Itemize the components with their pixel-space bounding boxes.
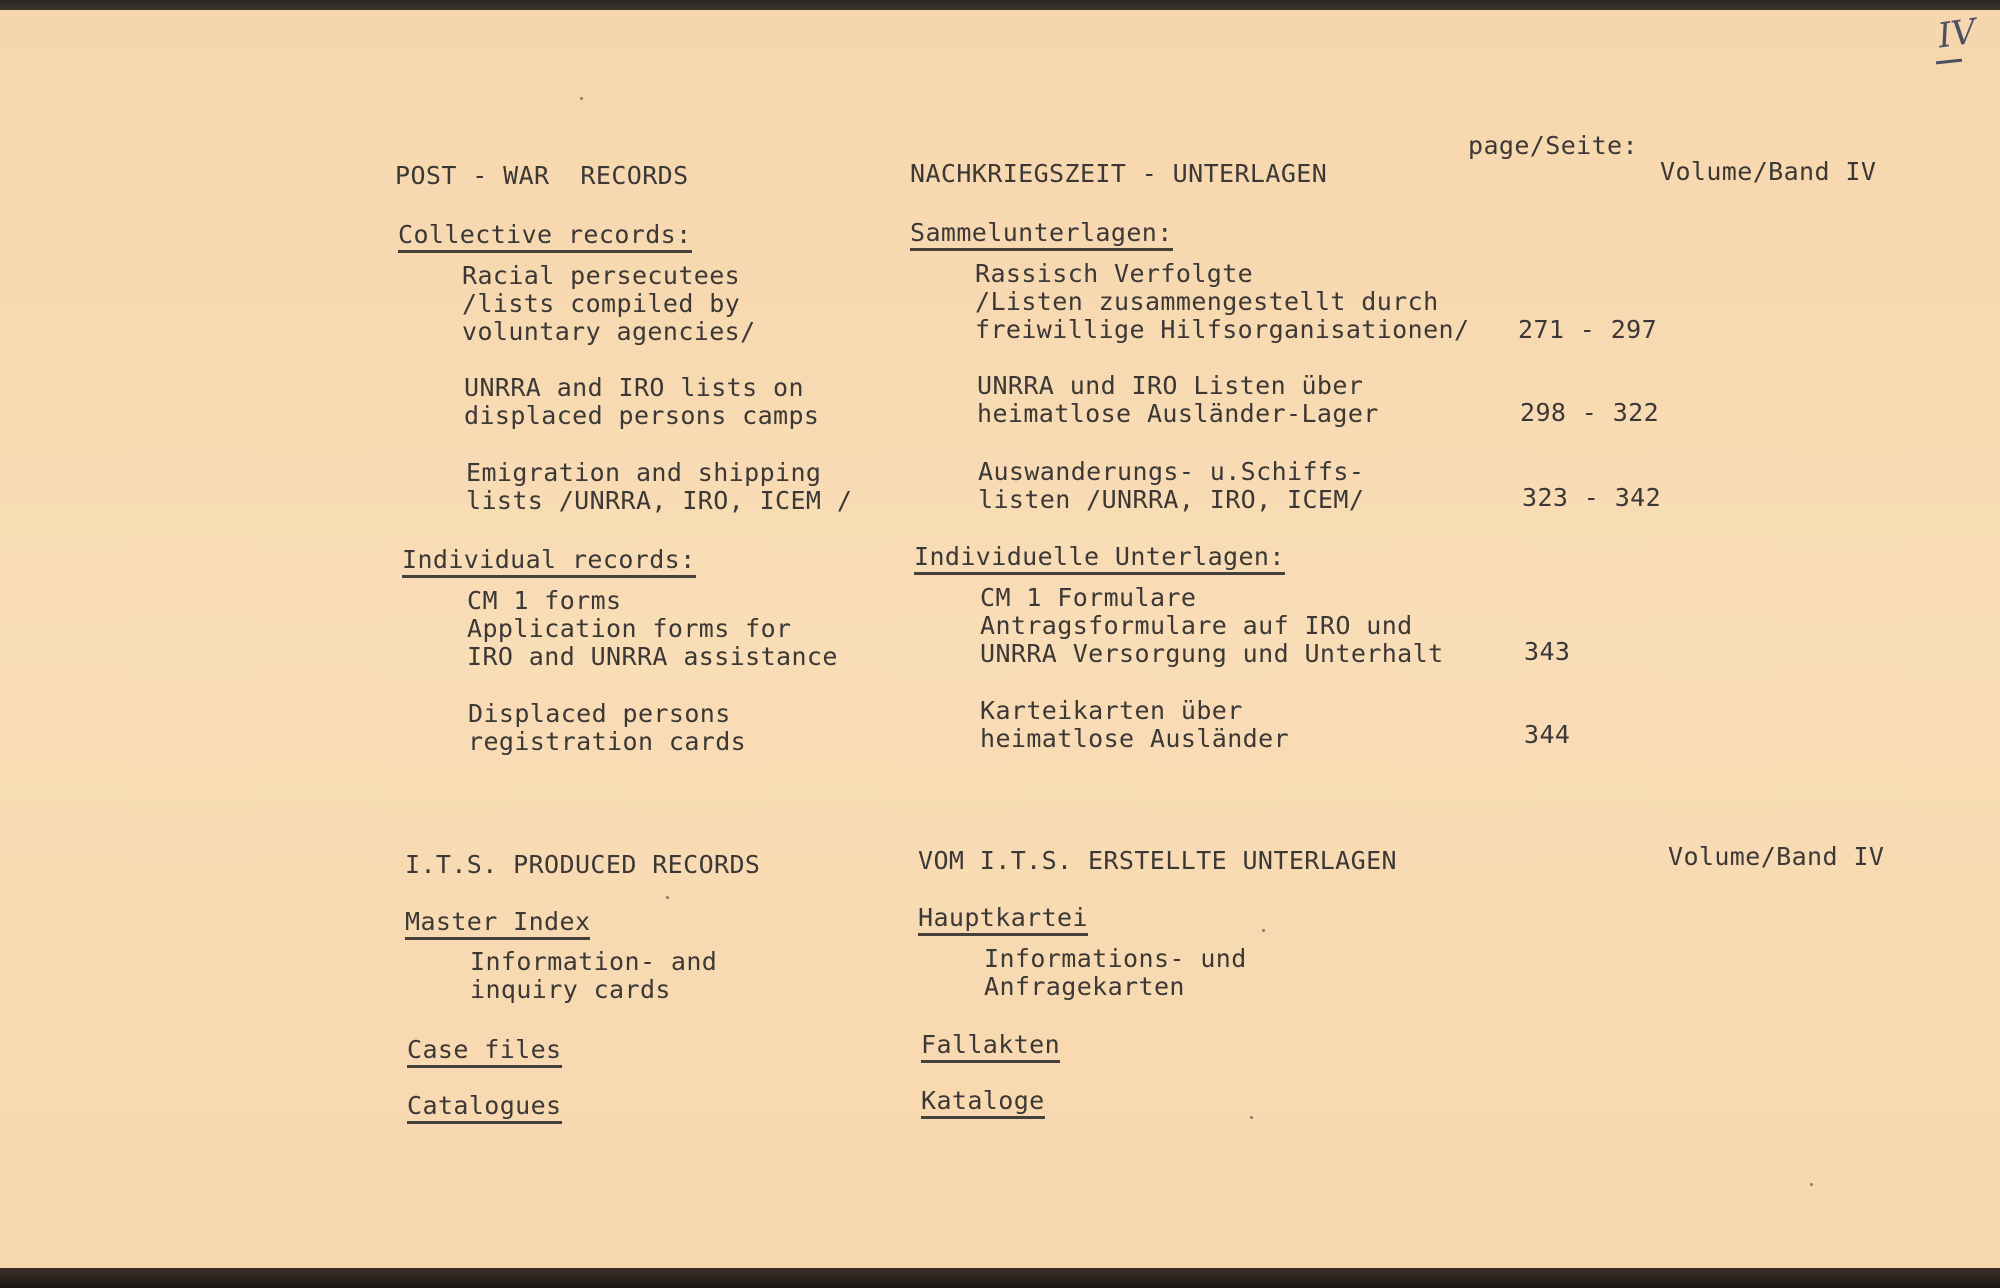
entry-en-line: Racial persecutees [462, 261, 741, 290]
collective-heading-en: Collective records: [398, 221, 692, 253]
entry-en-line: inquiry cards [470, 975, 671, 1004]
collective-heading-de: Sammelunterlagen: [910, 219, 1173, 251]
case-files-heading-en: Case files [407, 1036, 562, 1068]
master-index-heading-en: Master Index [405, 908, 590, 940]
entry-en-line: Displaced persons [468, 699, 731, 728]
case-files-heading-de: Fallakten [921, 1031, 1060, 1063]
entry-en-line: voluntary agencies/ [462, 317, 756, 346]
paper-speck [666, 896, 669, 899]
entry-de-line: Karteikarten über [980, 696, 1243, 725]
paper-speck [580, 97, 583, 100]
handwritten-volume-mark: IV [1935, 11, 1979, 57]
entry-de-line: listen /UNRRA, IRO, ICEM/ [978, 485, 1365, 514]
page-label: page/Seite: [1468, 131, 1638, 160]
entry-en-line: /lists compiled by [462, 289, 741, 318]
entry-de-line: Rassisch Verfolgte [975, 259, 1254, 288]
entry-en-line: IRO and UNRRA assistance [467, 642, 838, 671]
its-title-en: I.T.S. PRODUCED RECORDS [405, 850, 761, 879]
entry-en-line: UNRRA and IRO lists on [464, 373, 804, 402]
entry-en-line: displaced persons camps [464, 401, 820, 430]
scan-top-edge [0, 0, 2000, 10]
entry-de-line: Anfragekarten [984, 972, 1185, 1001]
entry-de-line: Auswanderungs- u.Schiffs- [978, 457, 1365, 486]
page-number: 344 [1524, 720, 1571, 749]
entry-en-line: lists /UNRRA, IRO, ICEM / [466, 486, 853, 515]
entry-de-line: heimatlose Ausländer-Lager [977, 399, 1379, 428]
entry-en-line: Emigration and shipping [466, 458, 822, 487]
entry-de-line: freiwillige Hilfsorganisationen/ [975, 315, 1470, 344]
page-range: 271 - 297 [1518, 315, 1658, 344]
individual-heading-en: Individual records: [402, 546, 696, 578]
entry-de-line: /Listen zusammengestellt durch [975, 287, 1439, 316]
entry-de-line: Informations- und [984, 944, 1247, 973]
catalogues-heading-de: Kataloge [921, 1087, 1045, 1119]
volume-label: Volume/Band IV [1660, 157, 1877, 186]
entry-de-line: CM 1 Formulare [980, 583, 1197, 612]
entry-en-line: registration cards [468, 727, 747, 756]
entry-de-line: Antragsformulare auf IRO und [980, 611, 1413, 640]
its-title-de: VOM I.T.S. ERSTELLTE UNTERLAGEN [918, 846, 1397, 875]
page-range: 323 - 342 [1522, 483, 1662, 512]
entry-de-line: heimatlose Ausländer [980, 724, 1290, 753]
entry-en-line: CM 1 forms [467, 586, 622, 615]
entry-de-line: UNRRA und IRO Listen über [977, 371, 1364, 400]
entry-en-line: Information- and [470, 947, 718, 976]
entry-de-line: UNRRA Versorgung und Unterhalt [980, 639, 1444, 668]
entry-en-line: Application forms for [467, 614, 792, 643]
handwritten-underline [1936, 59, 1962, 65]
section-title-de: NACHKRIEGSZEIT - UNTERLAGEN [910, 159, 1328, 188]
paper-speck [1810, 1183, 1813, 1186]
page-number: 343 [1524, 637, 1571, 666]
volume-label: Volume/Band IV [1668, 842, 1885, 871]
individual-heading-de: Individuelle Unterlagen: [914, 543, 1285, 575]
catalogues-heading-en: Catalogues [407, 1092, 562, 1124]
page-range: 298 - 322 [1520, 398, 1660, 427]
paper-speck [1262, 929, 1265, 932]
scan-bottom-edge [0, 1268, 2000, 1288]
paper-speck [1250, 1116, 1253, 1119]
master-index-heading-de: Hauptkartei [918, 904, 1088, 936]
section-title-en: POST - WAR RECORDS [395, 161, 689, 190]
